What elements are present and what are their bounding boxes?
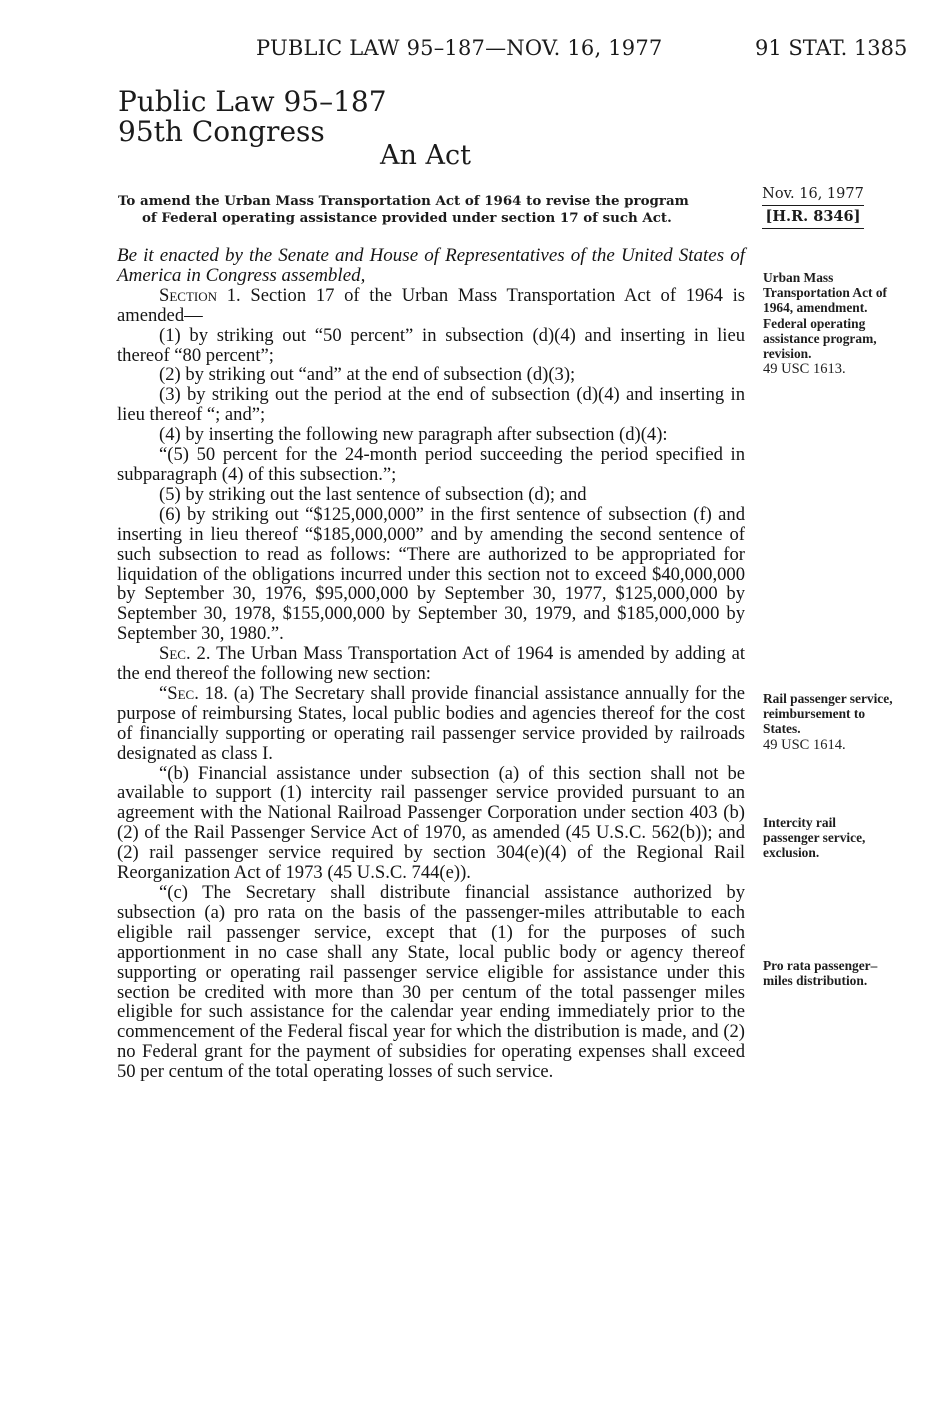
amendment-item-1: (1) by striking out “50 percent” in subsection (d)(4) and inserting in lieu thereof “80 percent”; [117, 324, 745, 366]
margin-note-intercity-exclusion [763, 815, 893, 861]
amendment-item-5: (5) by striking out the last sentence of subsection (d); and [159, 483, 587, 505]
margin-note-label: Pro rata passenger–miles distribution. [763, 958, 878, 989]
congress: 95th Congress [118, 115, 325, 148]
section-18-a-text: (a) The Secretary shall provide financial assistance annually for the purpose of reimbursing States, local public bodies and agencies thereof for the cost of financially supporting or operating rail passenger service provided by railroads designated as class I. [117, 682, 745, 764]
margin-note-umta-amendment [763, 270, 893, 377]
margin-note-citation: 49 USC 1613. [763, 361, 846, 378]
amendment-item-4-quote: “(5) 50 percent for the 24-month period succeeding the period specified in subparagraph (4) of this subsection.”; [117, 444, 745, 485]
amendment-item-3: (3) by striking out the period at the end of subsection (d)(4) and inserting in lieu thereof “; and”; [117, 384, 745, 426]
statute-citation: 91 STAT. 1385 [755, 36, 908, 60]
margin-note-label: Rail passenger service, reimbursement to States. [763, 691, 893, 737]
enactment-date-box [762, 183, 864, 229]
running-head: PUBLIC LAW 95–187—NOV. 16, 1977 [256, 36, 663, 60]
section-1 [117, 286, 745, 326]
bill-number: [H.R. 8346] [762, 206, 864, 229]
section-2-text: The Urban Mass Transportation Act of 1964 is amended by adding at the end thereof the following new section: [117, 643, 746, 685]
purpose-line-2: of Federal operating assistance provided under section 17 of such Act. [142, 210, 672, 226]
margin-note-citation: 49 USC 1614. [763, 736, 846, 753]
amendment-item-4: (4) by inserting the following new paragraph after subsection (d)(4): [159, 424, 668, 446]
amendment-item-6: (6) by striking out “$125,000,000” in the first sentence of subsection (f) and inserting in lieu thereof “$185,000,000” and by amending the second sentence of such subsection to read as follows: “There are authorized to be appropriated for liquidation of the obligations incurred under this section not to exceed $40,000,000 by September 30, 1976, $95,000,000 by September 30, 1977, $125,000,000 by September 30, 1978, $155,000,000 by September 30, 1979, and $185,000,000 by September 30, 1980.”. [117, 503, 745, 645]
enacting-clause: Be it enacted by the Senate and House of Representatives of the United States of America in Congress assembled, [117, 245, 745, 286]
section-2-label: Sec. 2. [159, 643, 211, 665]
purpose-line-1: To amend the Urban Mass Transportation Act of 1964 to revise the program [118, 193, 689, 209]
law-number: Public Law 95–187 [118, 85, 387, 118]
section-18-a [117, 684, 745, 764]
section-18-label: “Sec. 18. [159, 682, 228, 704]
margin-note-label: Urban Mass Transportation Act of 1964, amendment. Federal operating assistance program, revision. [763, 270, 887, 362]
act-purpose [118, 193, 748, 227]
section-2 [117, 644, 745, 684]
margin-note-rail-reimbursement [763, 691, 893, 753]
enactment-date: Nov. 16, 1977 [762, 183, 864, 206]
section-18-b: “(b) Financial assistance under subsection (a) of this section shall not be available to support (1) intercity rail passenger service provided pursuant to an agreement with the National Railroad Passenger Corporation under section 403 (b)(2) of the Rail Passenger Service Act of 1970, as amended (45 U.S.C. 562(b)); and (2) rail passenger service required by section 304(e)(4) of the Regional Rail Reorganization Act of 1973 (45 U.S.C. 744(e)). [117, 762, 745, 884]
section-18-c: “(c) The Secretary shall distribute financial assistance authorized by subsection (a) pro rata on the basis of the passenger-miles attributable to each eligible rail passenger service, except that (1) for the purposes of such apportionment in no case shall any State, local public body or agency thereof supporting or operating rail passenger service eligible for assistance under this section be credited with more than 30 per centum of the total passenger miles eligible for such assistance for the calendar year ending immediately prior to the commencement of the Federal fiscal year for which the distribution is made, and (2) no Federal grant for the payment of subsidies for operating expenses shall exceed 50 per centum of the total operating losses of such service. [117, 882, 745, 1083]
section-1-label: Section 1. [159, 284, 241, 306]
act-title: An Act [380, 140, 471, 171]
margin-note-label: Intercity rail passenger service, exclusion. [763, 815, 866, 861]
act-body [117, 246, 745, 1082]
margin-note-pro-rata [763, 958, 893, 988]
section-1-text: Section 17 of the Urban Mass Transportation Act of 1964 is amended— [117, 284, 746, 326]
amendment-item-2: (2) by striking out “and” at the end of subsection (d)(3); [159, 364, 576, 386]
